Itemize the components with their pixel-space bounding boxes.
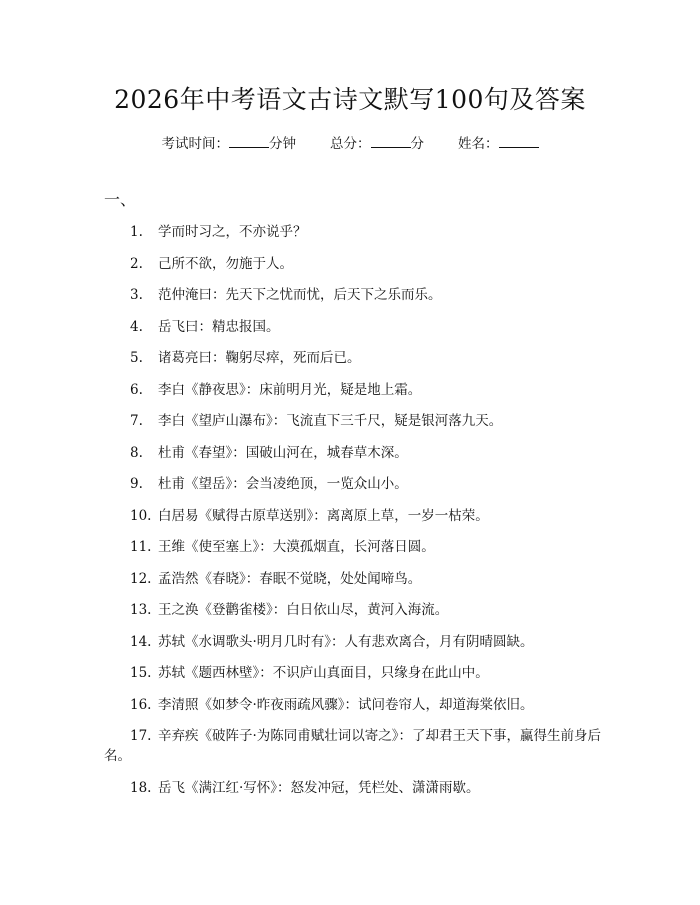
item-number: 15. [130,665,152,681]
item-text: 诸葛亮曰：鞠躬尽瘁，死而后已。 [158,350,361,366]
list-item [104,632,604,652]
item-number: 2. [130,255,143,272]
item-text: 白居易《赋得古原草送别》：离离原上草，一岁一枯荣。 [158,507,489,524]
name-blank [499,134,539,148]
list-item [104,380,604,400]
item-number: 6. [130,381,143,398]
item-number: 3. [130,287,143,303]
item-number: 14. [130,633,152,650]
item-text: 岳飞《满江红·写怀》：怒发冲冠，凭栏处、潇潇雨歇。 [158,779,480,796]
list-item [104,443,604,463]
time-unit: 分钟 [269,136,296,152]
list-item [104,778,604,798]
page-title: 2026年中考语文古诗文默写100句及答案 [114,85,586,114]
item-number: 12. [130,570,152,587]
list-item [104,695,604,715]
item-number: 10. [130,507,152,524]
item-text: 辛弃疾《破阵子·为陈同甫赋壮词以寄之》：了却君王天下事，赢得生前身后名。 [104,728,602,764]
score-label: 总分： [330,136,371,152]
item-text: 杜甫《春望》：国破山河在，城春草木深。 [158,444,408,461]
item-text: 己所不欲，勿施于人。 [158,255,293,272]
list-item [104,569,604,589]
item-number: 18. [130,779,152,796]
list-item [104,348,604,368]
list-item [104,254,604,274]
list-item [104,411,604,431]
item-number: 8. [130,444,143,461]
list-item [104,222,604,242]
item-text: 岳飞曰：精忠报国。 [158,318,280,335]
list-item [104,663,604,683]
item-text: 孟浩然《春晓》：春眠不觉晓，处处闻啼鸟。 [158,570,422,587]
item-text: 范仲淹曰：先天下之忧而忧，后天下之乐而乐。 [158,287,442,303]
item-text: 杜甫《望岳》：会当凌绝顶，一览众山小。 [158,476,408,492]
item-number: 9. [130,476,143,492]
item-text: 苏轼《水调歌头·明月几时有》：人有悲欢离合，月有阴晴圆缺。 [158,633,534,650]
item-number: 1. [130,224,143,240]
item-number: 16. [130,696,152,713]
name-label: 姓名： [458,136,499,152]
item-number: 17. [130,728,152,744]
item-number: 13. [130,602,152,618]
list-item [104,600,604,620]
question-list [104,222,604,809]
exam-info-line [0,134,700,153]
item-text: 学而时习之，不亦说乎？ [158,224,307,240]
list-item [104,726,604,766]
item-number: 4. [130,318,143,335]
item-text: 李白《静夜思》：床前明月光，疑是地上霜。 [158,381,422,398]
item-text: 李清照《如梦令·昨夜雨疏风骤》：试问卷帘人，却道海棠依旧。 [158,696,534,713]
item-text: 王维《使至塞上》：大漠孤烟直，长河落日圆。 [158,539,435,555]
item-text: 李白《望庐山瀑布》：飞流直下三千尺，疑是银河落九天。 [158,413,503,429]
item-number: 7. [130,413,143,429]
item-text: 王之涣《登鹳雀楼》：白日依山尽，黄河入海流。 [158,602,449,618]
list-item [104,506,604,526]
score-unit: 分 [410,136,424,152]
list-item [104,537,604,557]
score-blank [371,134,411,148]
item-text: 苏轼《题西林壁》：不识庐山真面目，只缘身在此山中。 [158,665,489,681]
list-item [104,317,604,337]
item-number: 11. [130,539,152,555]
item-number: 5. [130,350,143,366]
time-blank [229,134,269,148]
list-item [104,474,604,494]
time-label: 考试时间： [161,136,229,152]
section-heading: 一、 [104,190,137,209]
list-item [104,285,604,305]
